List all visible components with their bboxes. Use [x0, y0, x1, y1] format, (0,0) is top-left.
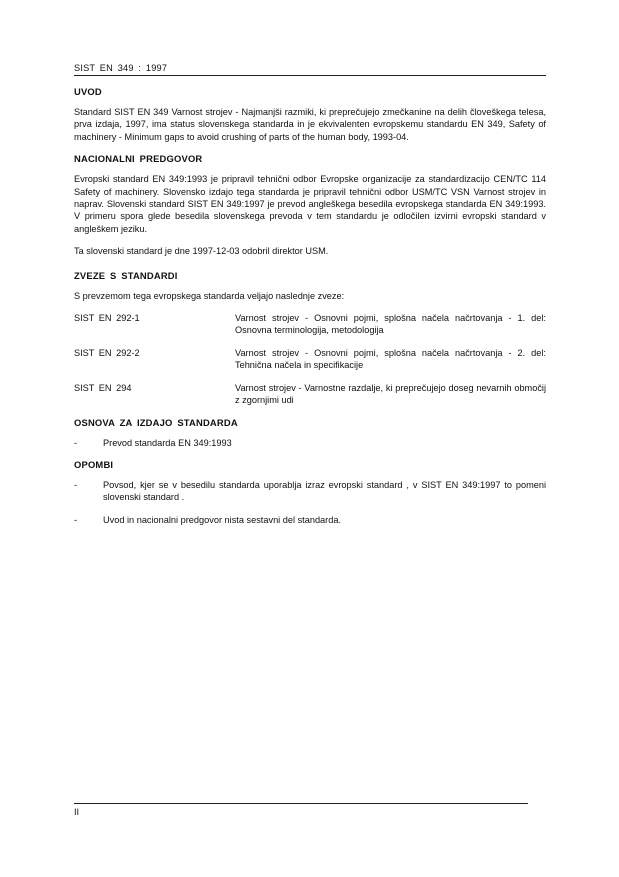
list-item-text: Uvod in nacionalni predgovor nista sestavni del standarda. [103, 514, 342, 525]
document-body [74, 86, 546, 536]
reference-code: SIST EN 292-2 [74, 347, 140, 358]
reference-code: SIST EN 292-1 [74, 313, 140, 324]
reference-title: Varnost strojev - Osnovni pojmi, splošna načela načrtovanja - 2. del: Tehnična načela in specifikacije [235, 347, 546, 371]
list-item-text: Povsod, kjer se v besedilu standarda uporablja izraz evropski standard , v SIST EN 349:1997 to pomeni slovenski standard . [103, 479, 546, 503]
reference-title: Varnost strojev - Varnostne razdalje, ki preprečujejo doseg nevarnih območij z zgornjimi udi [235, 382, 546, 406]
reference-code: SIST EN 294 [74, 382, 132, 393]
reference-row [74, 347, 546, 372]
predgovor-paragraph: Evropski standard EN 349:1993 je pripravil tehnični odbor Evropske organizacije za standardizacijo CEN/TC 114 Safety of machinery. Slovensko izdajo tega standarda je pripravil tehnični odbor USM/TC VSN Varnost strojev in naprav. Slovenski standard SIST EN 349:1997 je prevod angleškega besedila evropskega standarda EN 349:1993. V primeru spora glede besedila slovenskega prevoda v tem standardu je odločilen izvirni evropski standard v angleškem jeziku. [74, 174, 546, 234]
page-number: II [74, 807, 80, 817]
bullet-dash: - [74, 437, 78, 448]
reference-row [74, 312, 546, 337]
predgovor-approval-paragraph: Ta slovenski standard je dne 1997-12-03 odobril direktor USM. [74, 246, 329, 257]
list-item [74, 437, 546, 449]
bullet-dash: - [74, 514, 78, 525]
header-rule [74, 75, 546, 76]
list-item [74, 514, 546, 526]
reference-title: Varnost strojev - Osnovni pojmi, splošna načela načrtovanja - 1. del: Osnovna terminologija, metodologija [235, 313, 546, 336]
section-heading-zveze: ZVEZE S STANDARDI [74, 269, 178, 281]
section-heading-uvod: UVOD [74, 86, 102, 97]
section-heading-predgovor: NACIONALNI PREDGOVOR [74, 153, 203, 165]
list-item-text: Prevod standarda EN 349:1993 [103, 437, 232, 448]
section-heading-osnova: OSNOVA ZA IZDAJO STANDARDA [74, 416, 238, 428]
page-header: SIST EN 349 : 1997 [74, 63, 168, 73]
footer-rule [74, 803, 528, 804]
zveze-intro: S prevzemom tega evropskega standarda veljajo naslednje zveze: [74, 290, 345, 301]
list-item [74, 479, 546, 504]
section-heading-opombi: OPOMBI [74, 458, 114, 470]
reference-row [74, 382, 546, 407]
uvod-paragraph: Standard SIST EN 349 Varnost strojev - Najmanjši razmiki, ki preprečujejo zmečkanine na delih človeškega telesa, prva izdaja, 1997, ima status slovenskega standarda in je ekvivalenten evropskemu standardu EN 349, Safety of machinery - Minimum gaps to avoid crushing of parts of the human body, 1993-04. [74, 107, 546, 142]
bullet-dash: - [74, 479, 78, 490]
